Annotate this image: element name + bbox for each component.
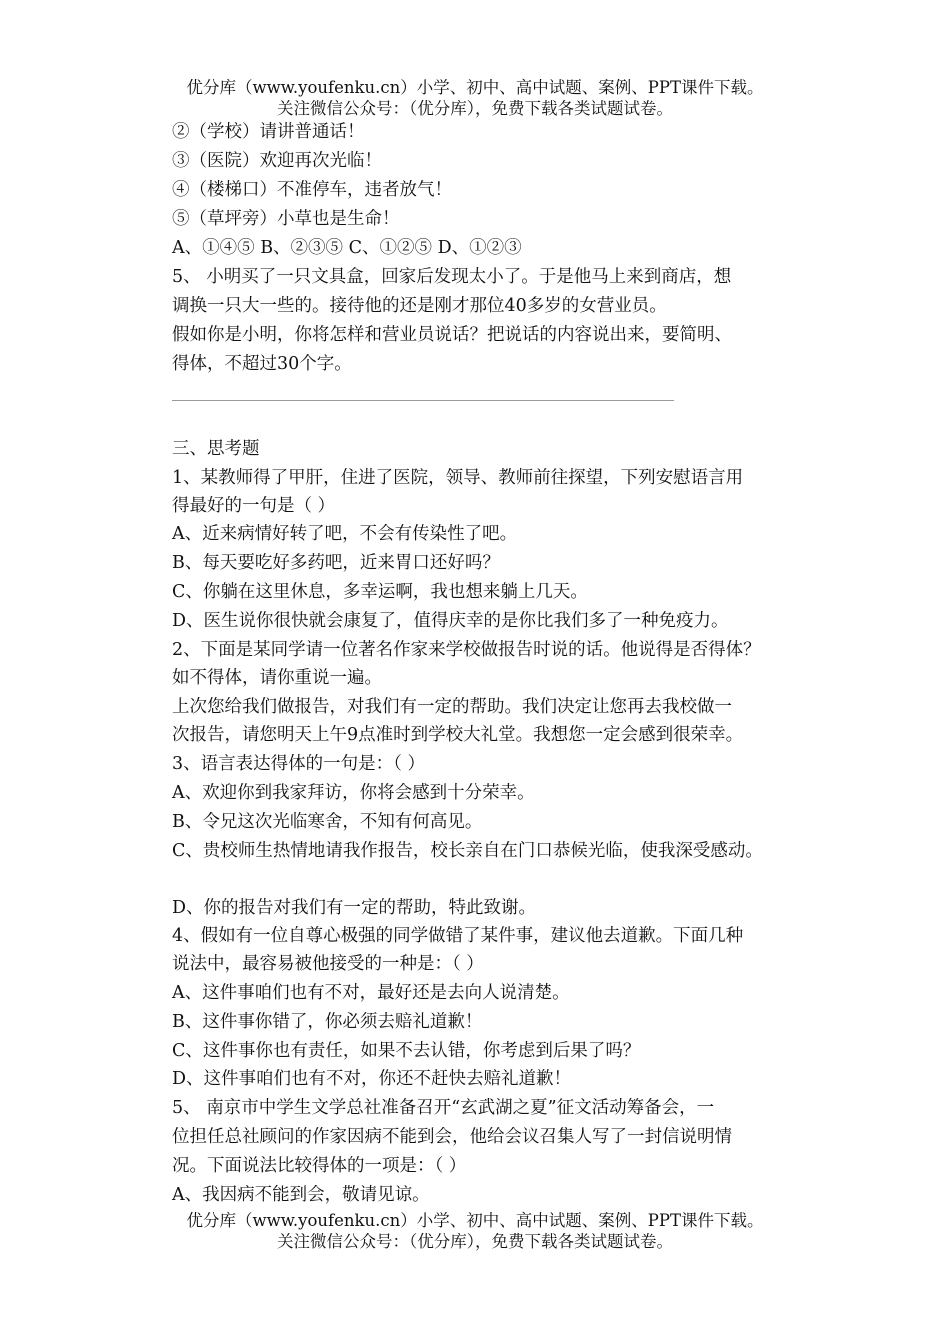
question-text: 5、 小明买了一只文具盒，回家后发现太小了。于是他马上来到商店，想: [172, 267, 732, 287]
section-line: A、欢迎你到我家拜访，你将会感到十分荣幸。: [172, 783, 535, 803]
section-line: D、这件事咱们也有不对，你还不赶快去赔礼道歉！: [172, 1069, 572, 1089]
option-line: ④（楼梯口）不准停车，违者放气！: [172, 180, 452, 200]
section-line: B、每天要吃好多药吧，近来胃口还好吗？: [172, 553, 500, 573]
question-text: 得体，不超过30个字。: [172, 354, 352, 374]
section-line: C、贵校师生热情地请我作报告，校长亲自在门口恭候光临，使我深受感动。: [172, 841, 763, 861]
section-line: 如不得体，请你重说一遍。: [172, 668, 382, 688]
section-line: 位担任总社顾问的作家因病不能到会，他给会议召集人写了一封信说明情: [172, 1127, 732, 1147]
section-title: 三、思考题: [172, 439, 260, 459]
section-line: 上次您给我们做报告，对我们有一定的帮助。我们决定让您再去我校做一: [172, 697, 732, 717]
question-text: 调换一只大一些的。接待他的还是刚才那位40多岁的女营业员。: [172, 296, 667, 316]
section-line: 5、 南京市中学生文学总社准备召开“玄武湖之夏”征文活动筹备会，一: [172, 1098, 715, 1118]
answer-choices: A、①④⑤ B、②③⑤ C、①②⑤ D、①②③: [172, 238, 522, 258]
section-line: 况。下面说法比较得体的一项是：（ ）: [172, 1156, 467, 1176]
section-line: B、这件事你错了，你必须去赔礼道歉！: [172, 1012, 483, 1032]
section-line: 3、语言表达得体的一句是：（ ）: [172, 754, 425, 774]
option-line: ③（医院）欢迎再次光临！: [172, 151, 382, 171]
section-line: B、令兄这次光临寒舍，不知有何高见。: [172, 812, 483, 832]
section-line: 2、下面是某同学请一位著名作家来学校做报告时说的话。他说得是否得体？: [172, 640, 761, 660]
section-line: 得最好的一句是（ ）: [172, 496, 336, 516]
option-line: ②（学校）请讲普通话！: [172, 122, 365, 142]
header-line-1: 优分库（www.youfenku.cn）小学、初中、高中试题、案例、PPT课件下载。: [186, 78, 764, 97]
question-text: 假如你是小明，你将怎样和营业员说话？把说话的内容说出来，要简明、: [172, 325, 732, 345]
footer-line-2: 关注微信公众号：（优分库），免费下载各类试题试卷。: [277, 1232, 673, 1251]
section-line: 1、某教师得了甲肝，住进了医院，领导、教师前往探望，下列安慰语言用: [172, 468, 744, 488]
section-line: C、这件事你也有责任，如果不去认错，你考虑到后果了吗？: [172, 1041, 641, 1061]
section-line: 次报告，请您明天上午9点准时到学校大礼堂。我想您一定会感到很荣幸。: [172, 725, 744, 745]
section-line: 说法中，最容易被他接受的一种是：（ ）: [172, 954, 484, 974]
section-line: A、我因病不能到会，敬请见谅。: [172, 1185, 430, 1205]
section-line: 4、假如有一位自尊心极强的同学做错了某件事，建议他去道歉。下面几种: [172, 926, 744, 946]
section-line: C、你躺在这里休息，多幸运啊，我也想来躺上几天。: [172, 582, 588, 602]
footer-line-1: 优分库（www.youfenku.cn）小学、初中、高中试题、案例、PPT课件下载。: [186, 1211, 764, 1230]
option-line: ⑤（草坪旁）小草也是生命！: [172, 209, 400, 229]
answer-line: [172, 400, 674, 401]
section-line: A、这件事咱们也有不对，最好还是去向人说清楚。: [172, 983, 570, 1003]
header-line-2: 关注微信公众号：（优分库），免费下载各类试题试卷。: [277, 99, 673, 118]
section-line: D、你的报告对我们有一定的帮助，特此致谢。: [172, 898, 537, 918]
section-line: D、医生说你很快就会康复了，值得庆幸的是你比我们多了一种免疫力。: [172, 611, 729, 631]
section-line: A、近来病情好转了吧，不会有传染性了吧。: [172, 524, 518, 544]
